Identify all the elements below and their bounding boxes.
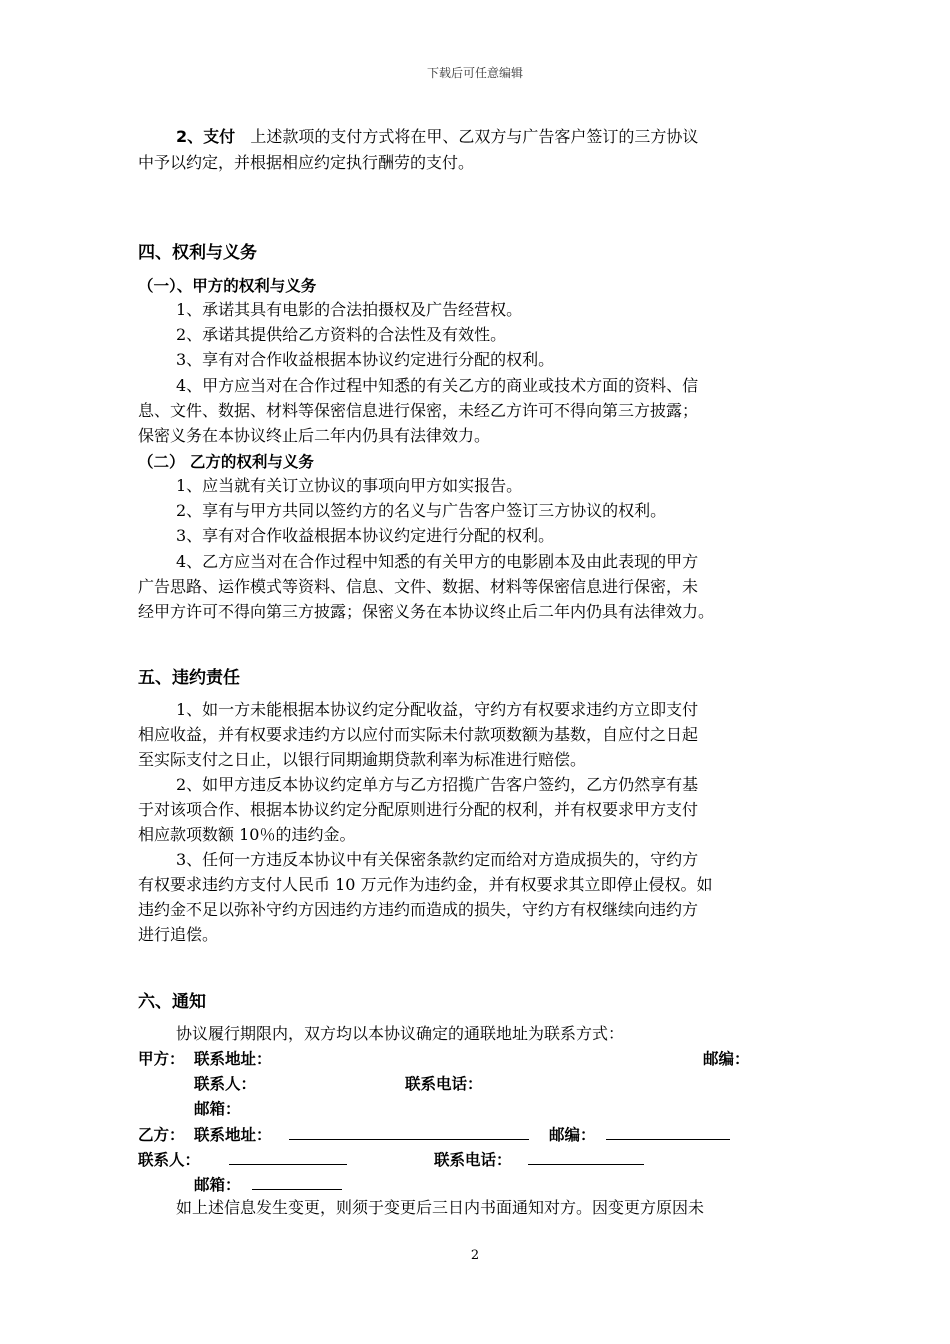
section-4b-item4-line3: 经甲方许可不得向第三方披露；保密义务在本协议终止后二年内仍具有法律效力。 (138, 602, 715, 621)
section-5-p2-line2: 于对该项合作、根据本协议约定分配原则进行分配的权利，并有权要求甲方支付 (138, 800, 699, 819)
section-5-p3-line1: 3、任何一方违反本协议中有关保密条款约定而给对方造成损失的，守约方 (176, 850, 699, 869)
section-4b-item4-line1: 4、乙方应当对在合作过程中知悉的有关甲方的电影剧本及由此表现的甲方 (176, 552, 699, 571)
party-b-address-field[interactable] (289, 1139, 529, 1140)
section-4a-item3: 3、享有对合作收益根据本协议约定进行分配的权利。 (176, 350, 555, 369)
section-5-p2-line1: 2、如甲方违反本协议约定单方与乙方招揽广告客户签约，乙方仍然享有基 (176, 775, 699, 794)
payment-clause-line1 (176, 125, 698, 149)
section-6-intro: 协议履行期限内，双方均以本协议确定的通联地址为联系方式： (176, 1024, 625, 1043)
payment-label: 2、支付 (176, 127, 236, 146)
section-4a-item4-line3: 保密义务在本协议终止后二年内仍具有法律效力。 (138, 426, 491, 445)
section-4b-item3: 3、享有对合作收益根据本协议约定进行分配的权利。 (176, 526, 555, 545)
section-4b-item4-line2: 广告思路、运作模式等资料、信息、文件、数据、材料等保密信息进行保密，未 (138, 577, 699, 596)
section-4b-item2: 2、享有与甲方共同以签约方的名义与广告客户签订三方协议的权利。 (176, 501, 667, 520)
section-4a-item2: 2、承诺其提供给乙方资料的合法性及有效性。 (176, 325, 507, 344)
section-4a-item1: 1、承诺其具有电影的合法拍摄权及广告经营权。 (176, 300, 523, 319)
party-a-email-label: 邮箱： (194, 1100, 241, 1118)
section-4b-title: （二） 乙方的权利与义务 (138, 453, 314, 471)
section-4a-item4-line1: 4、甲方应当对在合作过程中知悉的有关乙方的商业或技术方面的资料、信 (176, 376, 699, 395)
party-b-phone-label: 联系电话： (434, 1151, 512, 1169)
section-5-p3-line2: 有权要求违约方支付人民币 10 万元作为违约金，并有权要求其立即停止侵权。如 (138, 875, 713, 894)
party-a-address-label: 联系地址： (194, 1050, 272, 1068)
party-a-contact-label: 联系人： (194, 1075, 257, 1093)
section-6-change-notice: 如上述信息发生变更，则须于变更后三日内书面通知对方。因变更方原因未 (176, 1198, 705, 1217)
party-b-postcode-field[interactable] (606, 1139, 730, 1140)
section-5-p3-line4: 进行追偿。 (138, 925, 219, 944)
payment-clause-line2: 中予以约定，并根据相应约定执行酬劳的支付。 (138, 153, 475, 172)
party-b-phone-field[interactable] (528, 1164, 644, 1165)
party-a-phone-label: 联系电话： (405, 1075, 483, 1093)
section-5-p2-line3: 相应款项数额 10％的违约金。 (138, 825, 356, 844)
section-4a-item4-line2: 息、文件、数据、材料等保密信息进行保密，未经乙方许可不得向第三方披露； (138, 401, 699, 420)
section-5-p3-line3: 违约金不足以弥补守约方因违约方违约而造成的损失，守约方有权继续向违约方 (138, 900, 699, 919)
party-a-label: 甲方： (138, 1050, 185, 1068)
payment-text-1: 上述款项的支付方式将在甲、乙双方与广告客户签订的三方协议 (250, 127, 699, 146)
party-b-label: 乙方： (138, 1126, 185, 1144)
party-b-email-field[interactable] (252, 1189, 342, 1190)
page-number: 2 (470, 1248, 480, 1263)
party-b-postcode-label: 邮编： (549, 1126, 596, 1144)
section-6-title: 六、通知 (138, 992, 206, 1012)
section-4a-title: （一）、甲方的权利与义务 (138, 277, 317, 295)
section-4-title: 四、权利与义务 (138, 243, 257, 263)
page-header: 下载后可任意编辑 (426, 66, 523, 80)
section-5-p1-line3: 至实际支付之日止，以银行同期逾期贷款利率为标准进行赔偿。 (138, 750, 587, 769)
party-a-postcode-label: 邮编： (703, 1050, 750, 1068)
section-5-p1-line1: 1、如一方未能根据本协议约定分配收益，守约方有权要求违约方立即支付 (176, 700, 699, 719)
section-5-p1-line2: 相应收益，并有权要求违约方以应付而实际未付款项数额为基数，自应付之日起 (138, 725, 699, 744)
section-4b-item1: 1、应当就有关订立协议的事项向甲方如实报告。 (176, 476, 523, 495)
section-5-title: 五、违约责任 (138, 668, 240, 688)
party-b-address-label: 联系地址： (194, 1126, 272, 1144)
party-b-contact-label: 联系人： (138, 1151, 201, 1169)
party-b-email-label: 邮箱： (194, 1176, 241, 1194)
party-b-contact-field[interactable] (229, 1164, 347, 1165)
